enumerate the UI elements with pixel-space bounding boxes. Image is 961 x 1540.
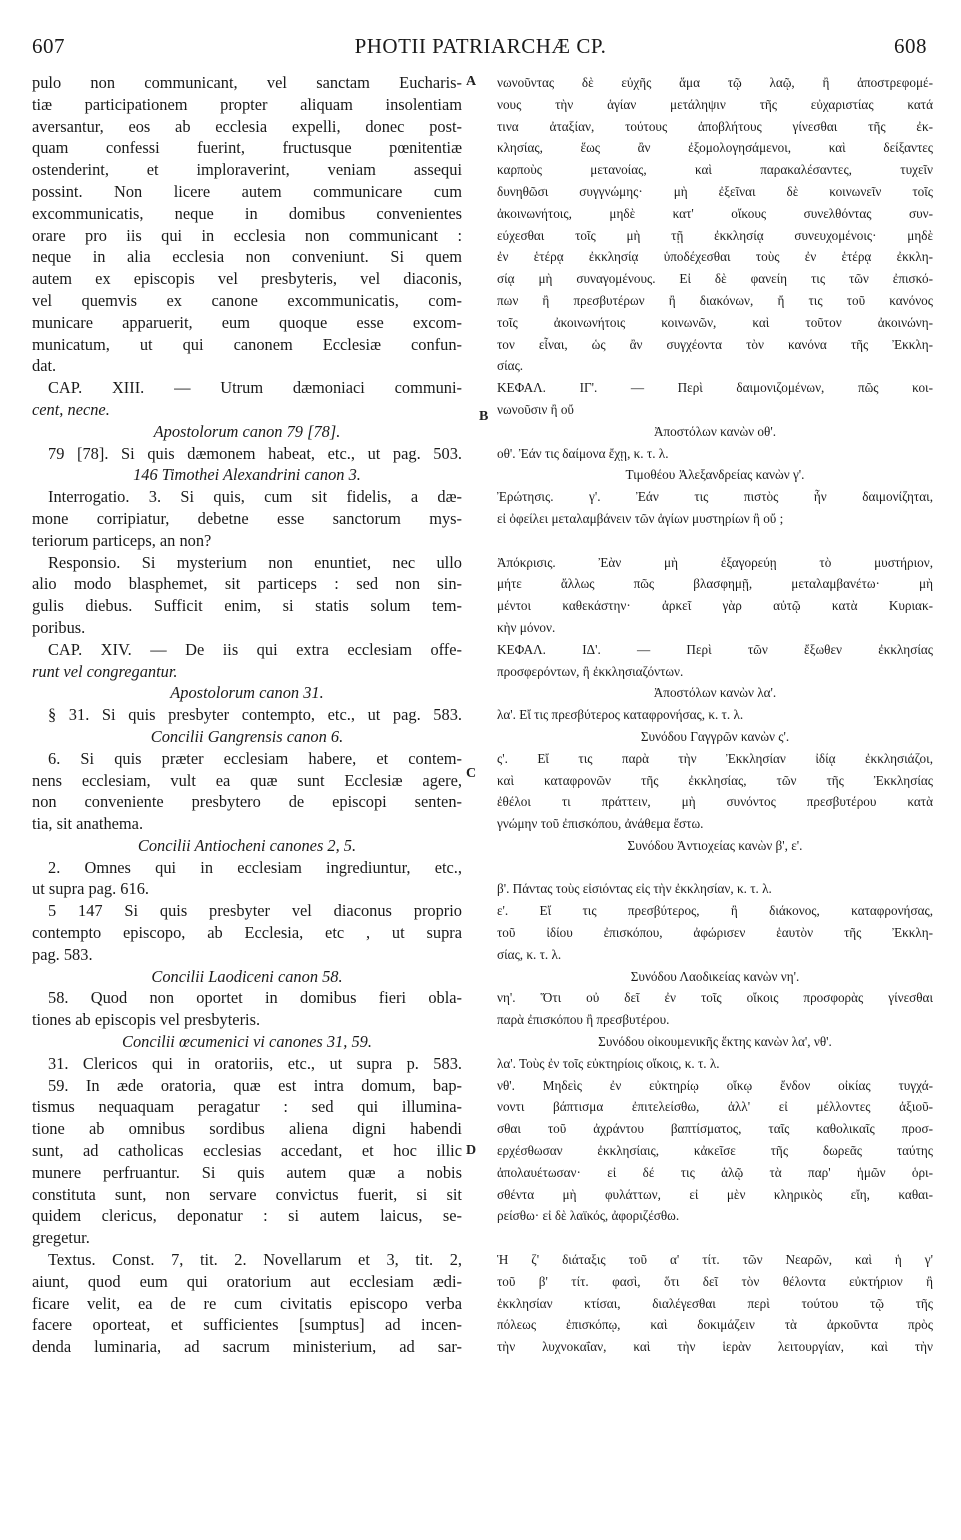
greek-line: οθ'. Ἐάν τις δαίμονα ἔχῃ, κ. τ. λ. xyxy=(497,445,669,461)
greek-line: ἀκοινωνήτοις, μηδὲ κατ' οἴκους συνελθόντας συν- xyxy=(497,205,933,221)
greek-line: ρείσθω· εἰ δὲ λαϊκός, ἀφοριζέσθω. xyxy=(497,1208,680,1224)
greek-line: νωνοῦντας δὲ εὐχῆς ἅμα τῷ λαῷ, ἢ ἀποστρεφομέ- xyxy=(497,75,933,90)
latin-line: vel quemvis ex canone excommunicatis, com- xyxy=(32,290,462,310)
chapter-heading: CAP. XIV. — De iis qui extra ecclesiam offe- xyxy=(48,639,462,659)
greek-line: εύχεσθαι τοῖς μὴ τῇ ἐκκλησίᾳ συνευχομένοις· μηδὲ xyxy=(497,227,933,243)
greek-line: Ἡ ζ' διάταξις τοῦ α' τίτ. τῶν Νεαρῶν, καὶ ἡ γ' xyxy=(497,1252,933,1268)
spacer xyxy=(497,857,933,879)
greek-line: τοῦ ἰδίου ἐπισκόπου, ἀφώρισεν ἑαυτὸν τῆς Ἐκκλη- xyxy=(497,925,933,941)
chapter-heading-greek: ΚΕΦΑΛ. ΙΔ'. — Περὶ τῶν ἔξωθεν ἐκκλησίας xyxy=(497,641,933,657)
latin-line: alio modo blasphemet, sit particeps : sed non sin- xyxy=(32,574,462,594)
greek-line: καρποὺς μετανοίας, καὶ παρακαλέσαντες, τυχεῖν xyxy=(497,162,933,178)
latin-line: 2. Omnes qui in ecclesiam ingrediuntur, etc., xyxy=(48,857,462,877)
greek-line: σίᾳ μὴ συναγομένους. Εἰ δὲ φανείη τις τῶν ἐπισκό- xyxy=(497,271,933,287)
chapter-heading-greek: νωνοῦσιν ἢ οὔ xyxy=(497,401,574,417)
greek-line: σίας, κ. τ. λ. xyxy=(497,946,562,962)
greek-line: μήτε ἄλλως πῶς βλασφημῇ, μεταλαμβανέτω· μὴ xyxy=(497,576,933,592)
latin-line: municare apparuerit, eum quoque esse excom- xyxy=(32,312,462,332)
greek-line: γνώμην τοῦ ἐπισκόπου, ἀνάθεμα ἔστω. xyxy=(497,816,704,832)
page-number-right: 608 xyxy=(894,34,927,58)
greek-line: καὶ καταφρονῶν τῆς ἐκκλησίας, τῶν τῆς Ἐκκλησίας xyxy=(497,772,933,788)
greek-line: δυνηθῶσι συγγνώμης· μὴ ἐξεῖναι δὲ κοινωνεῖν τοῖς xyxy=(497,183,933,199)
canon-heading: Apostolorum canon 31. xyxy=(170,683,324,703)
greek-line: Ἐρώτησις. γ'. Ἐάν τις πιστὸς ἦν δαιμονίζηται, xyxy=(497,489,933,505)
latin-line: possint. Non licere autem communicare cum xyxy=(32,181,462,201)
latin-line: facere oporteat, et sufficientes [sumptus] ad incen- xyxy=(32,1315,462,1335)
latin-line: 58. Quod non oportet in domibus fieri obla- xyxy=(48,988,462,1008)
greek-line: ἐν ἑτέρᾳ ἐκκλησίᾳ ὑποδέχεσθαι τοὺς ἐν ἑτέρᾳ ἐκκλη- xyxy=(497,249,933,265)
latin-line: § 31. Si quis presbyter contempto, etc., ut pag. 583. xyxy=(48,705,462,725)
greek-line: λα'. Τοὺς ἐν τοῖς εὐκτηρίοις οἴκοις, κ. τ. λ. xyxy=(497,1055,720,1071)
latin-line: Responsio. Si mysterium non enuntiet, nec ullo xyxy=(48,552,462,572)
latin-line: municatum, ut qui canonem Ecclesiæ confun- xyxy=(32,334,462,354)
latin-line: neque in alia ecclesia non conveniunt. Si quem xyxy=(32,247,462,267)
greek-line: τοῦ β' τίτ. φασὶ, ὅτι δεῖ τὸν θέλοντα εὐκτήριον ἢ xyxy=(497,1273,933,1289)
latin-line: 79 [78]. Si quis dæmonem habeat, etc., ut pag. 503. xyxy=(48,443,462,463)
greek-line: εἰ ὀφείλει μεταλαμβάνειν τῶν ἁγίων μυστηρίων ἢ οὔ ; xyxy=(497,510,784,526)
greek-line: β'. Πάντας τοὺς εἰσιόντας εἰς τὴν ἐκκλησίαν, κ. τ. λ. xyxy=(497,881,772,897)
greek-line: ερχέσθωσαν ἐκκλησίαις, κἀκεῖσε τῆς δωρεᾶς ταύτης xyxy=(497,1143,933,1159)
canon-heading-greek: Συνόδου Γαγγρῶν κανὼν ς'. xyxy=(640,728,790,744)
margin-letter-b: B xyxy=(479,409,489,424)
greek-line: τοῖς ἀκοινωνήτοις κοινωνῶν, καὶ τοῦτον ἀκοινώνη- xyxy=(497,314,933,330)
running-header xyxy=(0,34,961,64)
greek-line: κλησίας, ἕως ἂν ἐξομολογησάμενοι, καὶ δείξαντες xyxy=(497,140,933,156)
greek-line: ἀπολαυέτωσαν· εἰ δέ τις ἁλῷ τὰ παρ' ἡμῶν ὁρι- xyxy=(497,1164,933,1180)
latin-line: tiæ participationem propter aliquam insolentiam xyxy=(32,94,462,114)
latin-line: contempto episcopo, ab Ecclesia, etc , ut supra xyxy=(32,923,462,943)
greek-line: ε'. Εἴ τις πρεσβύτερος, ἢ διάκονος, καταφρονήσας, xyxy=(497,903,933,919)
latin-column xyxy=(32,72,462,1358)
latin-line: poribus. xyxy=(32,617,86,637)
latin-line: pulo non communicant, vel sanctam Eucharis- xyxy=(32,73,462,92)
greek-line: νθ'. Μηδεὶς ἐν εὐκτηρίῳ οἴκῳ ἔνδον οἰκίας τυγχά- xyxy=(497,1077,933,1093)
canon-heading-greek: Τιμοθέου Ἀλεξανδρείας κανὼν γ'. xyxy=(625,467,805,483)
greek-line: νη'. Ὅτι οὐ δεῖ ἐν τοῖς οἴκοις προσφορὰς γίνεσθαι xyxy=(497,990,933,1006)
latin-line: 59. In æde oratoria, quæ est intra domum, bap- xyxy=(48,1075,462,1095)
canon-heading: Concilii œcumenici vi canones 31, 59. xyxy=(122,1032,372,1052)
greek-line: σίας. xyxy=(497,358,524,374)
latin-line: ut supra pag. 616. xyxy=(32,879,149,899)
greek-line: σθαι τοῦ ἀχράντου βαπτίσματος, ταῖς καθολικαῖς προσ- xyxy=(497,1121,933,1137)
greek-line: σθέντα μὴ φυλάττων, εἰ μὲν κληρικὸς εἴη, καθαι- xyxy=(497,1186,933,1202)
greek-line: Ἀπόκρισις. Ἐὰν μὴ ἐξαγορεύῃ τὸ μυστήριον, xyxy=(497,554,933,570)
greek-line: ἐθέλοι τι πράττειν, μὴ συνόντος πρεσβυτέρου κατὰ xyxy=(497,794,933,810)
latin-line: 5 147 Si quis presbyter vel diaconus proprio xyxy=(48,901,462,921)
latin-line: ostenderint, et imploraverint, veniam assequi xyxy=(32,160,462,180)
latin-line: aversantur, eos ab ecclesia expelli, donec post- xyxy=(32,116,462,136)
latin-line: pag. 583. xyxy=(32,944,93,964)
greek-line: νοντι βάπτισμα ἐπιτελείσθω, ἀλλ' εἰ μέλλοντες ἀξιοῦ- xyxy=(497,1099,933,1115)
canon-heading: Concilii Antiocheni canones 2, 5. xyxy=(137,835,357,855)
canon-heading-greek: Συνόδου Ἀντιοχείας κανὼν β', ε'. xyxy=(627,837,803,853)
greek-line: πων ἢ πρεσβυτέρων ἢ διακόνων, ἤ τις τοῦ κανόνος xyxy=(497,292,933,308)
spacer xyxy=(497,1227,933,1249)
latin-line: constituta sunt, non servare convictus fuerit, si sit xyxy=(32,1184,462,1204)
chapter-heading: cent, necne. xyxy=(32,399,110,419)
latin-line: tismus nequaquam peragatur : sed qui illumina- xyxy=(32,1097,462,1117)
greek-line: κὴν μόνον. xyxy=(497,619,556,635)
running-title: PHOTII PATRIARCHÆ CP. xyxy=(354,34,607,58)
chapter-heading-greek: προσφερόντων, ἢ ἐκκλησιαζόντων. xyxy=(497,663,684,679)
canon-heading: Apostolorum canon 79 [78]. xyxy=(153,421,341,441)
latin-line: 31. Clericos qui in oratoriis, etc., ut supra p. 583. xyxy=(48,1053,462,1073)
latin-line: gregetur. xyxy=(32,1228,90,1248)
canon-heading: Concilii Laodiceni canon 58. xyxy=(151,966,343,986)
canon-heading-greek: Ἀποστόλων κανὼν οθ'. xyxy=(653,423,777,439)
latin-line: gulis diebus. Sufficit enim, si statis solum tem- xyxy=(32,596,462,616)
latin-line: Interrogatio. 3. Si quis, cum sit fidelis, a dæ- xyxy=(48,487,462,507)
latin-line: teriorum particeps, an non? xyxy=(32,530,212,550)
canon-heading-greek: Συνόδου οἰκουμενικῆς ἕκτης κανὼν λα', νθ'. xyxy=(598,1034,832,1050)
canon-heading: Concilii Gangrensis canon 6. xyxy=(150,726,344,746)
latin-line: quidem clericus, deponatur : si autem laicus, se- xyxy=(32,1206,462,1226)
latin-line: sunt, ad catholicas ecclesias accedant, et hoc illic xyxy=(32,1141,462,1161)
latin-line: aiunt, quod eum qui oratorium aut ecclesiam ædi- xyxy=(32,1271,462,1291)
greek-line: τον εἶναι, ὡς ἂν συγχέοντα τὸν κανόνα τῆς Ἐκκλη- xyxy=(497,336,933,352)
latin-line: nens ecclesiam, vult ea quæ sunt Ecclesiæ agere, xyxy=(32,770,462,790)
margin-letter-d: D xyxy=(466,1143,477,1158)
greek-line: ς'. Εἴ τις παρὰ τὴν Ἐκκλησίαν ἰδίᾳ ἐκκλησιάζοι, xyxy=(497,750,933,766)
latin-line: mone corripiatur, debetne esse sanctorum mys- xyxy=(32,508,462,528)
spacer xyxy=(497,530,933,552)
margin-letter-a: A xyxy=(466,74,477,89)
chapter-heading: CAP. XIII. — Utrum dæmoniaci communi- xyxy=(48,378,462,398)
canon-heading: 146 Timothei Alexandrini canon 3. xyxy=(133,465,361,485)
chapter-heading-greek: ΚΕΦΑΛ. ΙΓ'. — Περὶ δαιμονιζομένων, πῶς κοι- xyxy=(497,380,933,396)
latin-line: tiones ab episcopis vel presbyteris. xyxy=(32,1010,261,1030)
latin-line: tione ab omnibus sordibus aliena digni habendi xyxy=(32,1119,462,1139)
latin-line: ficare velit, ea de re cum civitatis episcopo verba xyxy=(32,1293,462,1313)
latin-line: tia, sit anathema. xyxy=(32,814,144,834)
latin-line: 6. Si quis præter ecclesiam habere, et contem- xyxy=(48,748,462,768)
greek-line: ἐκκλησίαν κτίσαι, διαλέγεσθαι περὶ τούτου τῷ τῆς xyxy=(497,1295,933,1311)
latin-line: autem ex episcopis vel presbyteris, vel diaconis, xyxy=(32,269,462,289)
latin-line: non conveniente presbytero de episcopi senten- xyxy=(32,792,462,812)
greek-line: τινα ἀταξίαν, τούτους ἀποβλήτους γίνεσθαι τῆς ἐκ- xyxy=(497,118,933,134)
greek-line: παρὰ ἐπισκόπου ἢ πρεσβυτέρου. xyxy=(497,1012,670,1028)
margin-letter-c: C xyxy=(466,766,477,781)
latin-line: orare pro iis qui in ecclesia non communicant : xyxy=(32,225,462,245)
latin-line: dat. xyxy=(32,356,57,376)
greek-line: λα'. Εἴ τις πρεσβύτερος καταφρονήσας, κ. τ. λ. xyxy=(497,707,744,723)
latin-line: quam confessi fuerint, fructusque pœnitentiæ xyxy=(32,138,462,158)
canon-heading-greek: Ἀποστόλων κανὼν λα'. xyxy=(653,685,777,701)
chapter-heading: runt vel congregantur. xyxy=(32,661,178,681)
greek-line: νους τὴν ἁγίαν μετάληψιν τῆς εὐχαριστίας κατά xyxy=(497,96,933,112)
latin-line: denda luminaria, ad sacrum ministerium, ad sar- xyxy=(32,1337,462,1357)
latin-line: Textus. Const. 7, tit. 2. Novellarum et 3, tit. 2, xyxy=(48,1250,462,1270)
canon-heading-greek: Συνόδου Λαοδικείας κανὼν νη'. xyxy=(630,968,800,984)
latin-line: munere perfruantur. Si quis autem quæ a nobis xyxy=(32,1162,462,1182)
greek-line: πόλεως ἐπισκόπῳ, καὶ δοκιμάζειν τὰ ἀρκοῦντα πρὸς xyxy=(497,1317,933,1333)
greek-line: τὴν λυχνοκαΐαν, καὶ τὴν ἱερὰν λειτουργίαν, καὶ τὴν xyxy=(497,1339,933,1355)
latin-line: excommunicatis, neque in domibus convenientes xyxy=(32,203,462,223)
page-number-left: 607 xyxy=(32,34,65,58)
greek-line: μέντοι καθεκάστην· ἀρκεῖ γὰρ αὐτῷ κατὰ Κυριακ- xyxy=(497,598,933,614)
greek-column xyxy=(497,72,933,1358)
